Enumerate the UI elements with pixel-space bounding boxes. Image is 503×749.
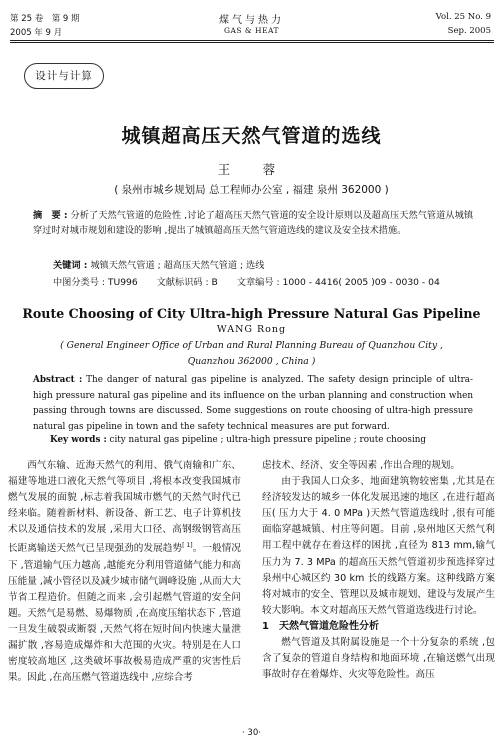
abstract-cn	[33, 208, 473, 239]
abstract-cn-text: 分析了天然气管道的危险性 ,讨论了超高压天然气管道的安全设计原则以及超高压天然气管道从城镇穿过时对城市规划和建设的影响 ,提出了城镇超高压天然气管道选线的建议及安全技术措施。	[33, 210, 474, 237]
reference-marker: [ 1]	[182, 542, 193, 550]
journal-name-en: GAS & HEAT	[223, 26, 279, 35]
document-code: 文献标识码 : B	[156, 277, 218, 288]
abstract-en-label: Abstract :	[33, 375, 83, 385]
section-heading: 1 天然气管道危险性分析	[262, 620, 379, 632]
section-tag: 设计与计算	[24, 63, 104, 89]
english-affiliation-line1: ( General Engineer Office of Urban and Rural Planning Bureau of Quanzhou City ,	[60, 340, 443, 351]
body-paragraph: 燃气管道及其附属设施是一个十分复杂的系统 ,包含了复杂的管道自身结构和地面环境 ,在输送燃气出现事故时存在着爆炸、火灾等危险性。高压	[262, 637, 495, 681]
volume-issue-en: Vol. 25 No. 9	[435, 12, 491, 22]
english-affiliation-line2: Quanzhou 362000 , China )	[187, 356, 316, 367]
clc-number: 中图分类号 : TU996	[53, 277, 138, 288]
body-paragraph	[8, 458, 241, 687]
journal-name-cn: 煤气与热力	[219, 15, 284, 26]
article-title: 城镇超高压天然气管道的选线	[121, 125, 382, 147]
issue-date-en: Sep. 2005	[447, 26, 491, 36]
volume-issue: 第 25 卷 第 9 期	[10, 14, 80, 24]
abstract-en	[33, 373, 473, 435]
author: 王 蓉	[217, 162, 286, 177]
header-rule	[10, 40, 494, 41]
classification-line	[53, 274, 456, 288]
abstract-en-text: The danger of natural gas pipeline is analyzed. The safety design principle of ultra-high pressure natural gas pipeline and its influence on the urban planning and construction when passing through towns are discussed. Some suggestions on route choosing of ultra-high pressure natural gas pipeline in town and the safety technical measures are put forward.	[33, 375, 474, 432]
body-column-left	[8, 458, 241, 687]
author-affiliation: ( 泉州市城乡规划局 总工程师办公室 , 福建 泉州 362000 )	[114, 184, 389, 196]
issue-date-cn: 2005 年 9 月	[10, 28, 63, 38]
keywords-cn-text: 城镇天然气管道 ; 超高压天然气管道 ; 选线	[90, 260, 265, 271]
body-text: 西气东输、近海天然气的利用、俄气南输和广东、福建等地进口液化天然气等项目 ,将根本改变我国城市燃气发展的面貌 ,标志着我国城市燃气的天然气时代已经来临。随着新材料、新设备、新工艺、电子计算机技术以及通信技术的发展 ,采用大口径、高钢级钢管高压长距离输送天然气已呈现强劲的发展趋势	[8, 460, 241, 555]
article-number: 文章编号 : 1000 - 4416( 2005 )09 - 0030 - 04	[236, 277, 440, 288]
body-text: 。一般情况下 ,管道输气压力越高 ,越能充分利用管道储气能力和高压能量 ,减小管径以及减少城市储气调峰设施 ,从而大大节省工程造价。但随之而来 ,会引起燃气管道的安全问题。天然气是易燃、易爆物质 ,在高度压缩状态下 ,管道一旦发生破裂或断裂 ,天然气将在短时间内快速大量泄漏扩散 ,容易造成爆炸和大范围的火灾。特别是在人口密度较高地区 ,这类破坏事故极易造成严重的灾害性后果。因此 ,在高压燃气管道选线中 ,应综合考	[8, 543, 242, 684]
header-rule-thin	[10, 42, 494, 43]
abstract-cn-label: 摘 要 :	[33, 210, 68, 221]
english-title: Route Choosing of City Ultra-high Pressure Natural Gas Pipeline	[22, 306, 481, 321]
keywords-en-text: city natural gas pipeline ; ultra-high pressure pipeline ; route choosing	[109, 435, 427, 445]
keywords-en-label: Key words :	[50, 435, 107, 445]
body-paragraph: 由于我国人口众多、地面建筑物较密集 ,尤其是在经济较发达的城乡一体化发展迅速的地区 ,在进行超高压( 压力大于 4. 0 MPa )天然气管道选线时 ,很有可能面临穿越城镇、村庄等问题。目前 ,泉州地区天然气利用工程中就存在着这样的困扰 ,直径为 813 mm,输气压力为 7. 3 MPa 的超高压天然气管道初步预选择穿过泉州中心城区约 30 km 长的线路方案。这种线路方案将对城市的安全、管理以及城市规划、建设与发展产生较大影响。本文对超高压天然气管道选线进行讨论。	[262, 476, 495, 616]
keywords-cn-label: 关键词 :	[53, 260, 88, 271]
page-number: · 30·	[242, 728, 261, 738]
english-author: WANG Rong	[216, 324, 287, 335]
body-column-right	[262, 458, 495, 683]
keywords-cn	[53, 257, 264, 271]
keywords-en	[50, 435, 426, 445]
body-paragraph: 虑技术、经济、安全等因素 ,作出合理的规划。	[262, 460, 460, 471]
